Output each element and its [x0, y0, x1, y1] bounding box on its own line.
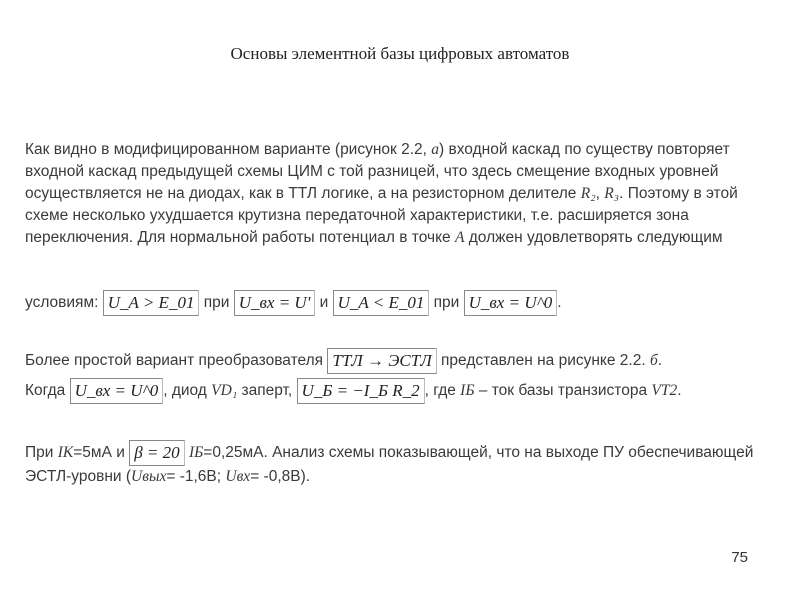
- p3-text-4: Когда: [25, 382, 70, 399]
- p3-text-9: .: [677, 382, 682, 399]
- paragraph-4: [25, 440, 775, 488]
- slide-title: Основы элементной базы цифровых автоматов: [230, 44, 570, 63]
- formula-ua-lt-e01: U_A < E_01: [333, 290, 430, 316]
- formula-uvx-eq-u0-2: U_вх = U^0: [70, 378, 164, 404]
- p4-text-6: = -0,8В).: [250, 468, 311, 485]
- p3-text-5: , диод: [163, 382, 212, 399]
- p1-r3: R₃: [604, 185, 620, 202]
- p4-text-4: =0,25мА. Анализ схемы показывающей, что на выходе ПУ обеспечивающей ЭСТЛ-уровни (: [25, 444, 754, 485]
- p1-text-3: . Поэтому в этой схеме несколько ухудшается крутизна передаточной характеристики, т.е. расширяется зона переключения. Для нормальной работы потенциал в точке: [25, 185, 738, 246]
- p2-text-3: и: [315, 294, 333, 312]
- formula-ttl-estl: ТТЛ → ЭСТЛ: [327, 348, 436, 374]
- p4-text-2: =5мА и: [73, 444, 130, 462]
- p3-text-3: .: [657, 352, 663, 369]
- p3-text-1: Более простой вариант преобразователя: [25, 352, 328, 369]
- p3-text-7: , где: [424, 382, 461, 399]
- p3-text-2: представлен на рисунке 2.2.: [436, 352, 650, 369]
- p1-text-4: должен удовлетворять следующим: [464, 229, 723, 246]
- formula-uvx-eq-u1: U_вх = U': [234, 290, 316, 316]
- p3-vt2: VT2: [651, 382, 678, 399]
- p2-text-5: .: [557, 294, 562, 312]
- paragraph-3: [25, 346, 775, 406]
- p4-ib: IБ: [188, 444, 204, 462]
- formula-ua-gt-e01: U_A > E_01: [103, 290, 200, 316]
- paragraph-1: [25, 139, 775, 249]
- p3-vd1: VD₁: [211, 382, 238, 399]
- p2-text-2: при: [199, 294, 234, 312]
- p1-sep: ,: [595, 185, 605, 202]
- p4-text-5: = -1,6В;: [166, 468, 226, 485]
- formula-uvx-eq-u0: U_вх = U^0: [464, 290, 558, 316]
- p3-fig-letter: б: [649, 352, 658, 369]
- p4-uvx: Uвх: [225, 468, 251, 485]
- page-number: 75: [731, 549, 748, 566]
- formula-ub: U_Б = −I_Б R_2: [297, 378, 425, 404]
- p3-text-8: – ток базы транзистора: [474, 382, 652, 399]
- p4-uvyx: Uвых: [131, 468, 167, 485]
- p1-r2: R₂: [580, 185, 596, 202]
- p2-text-1: условиям:: [25, 294, 103, 312]
- formula-beta: β = 20: [129, 440, 184, 466]
- p4-text-1: При: [25, 444, 58, 462]
- p3-text-6: заперт,: [237, 382, 297, 399]
- p1-text-1: Как видно в модифицированном варианте (рисунок 2.2,: [25, 141, 432, 158]
- p1-point-a: A: [454, 229, 465, 246]
- p1-fig-letter: а: [431, 141, 440, 158]
- p1-text-2: ) входной каскад по существу повторяет входной каскад предыдущей схемы ЦИМ с той разницей, что здесь смещение входных уровней осуществляется не на диодах, как в ТТЛ логике, а на резисторном делителе: [25, 141, 730, 202]
- p3-ib: IБ: [460, 382, 475, 399]
- paragraph-2: [25, 290, 775, 316]
- p4-ik: IK: [57, 444, 74, 462]
- p2-text-4: при: [429, 294, 464, 312]
